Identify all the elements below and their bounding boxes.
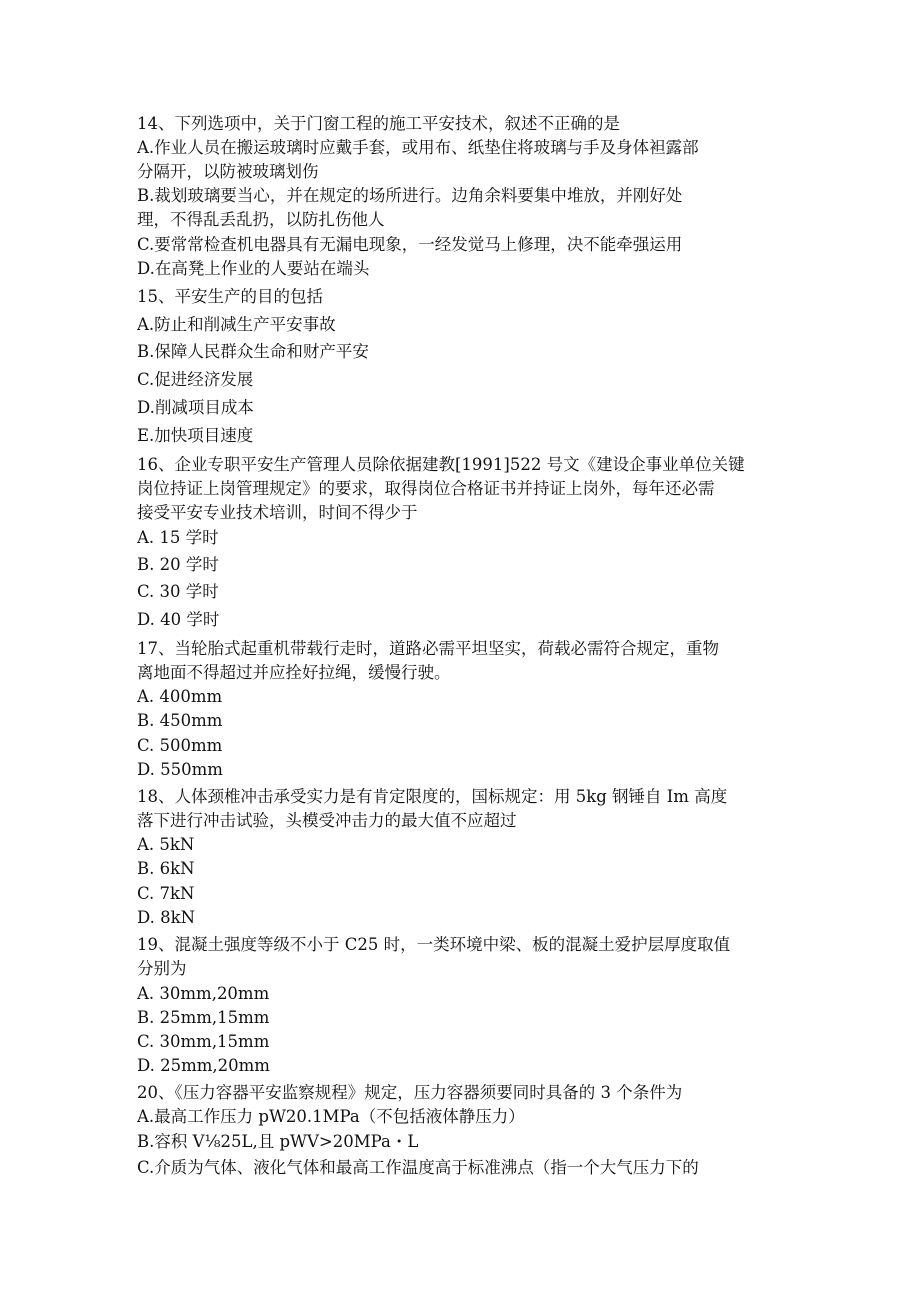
question-19-stem-continued: 分别为 [137,959,187,978]
question-14-option-d: D.在高凳上作业的人要站在端头 [137,259,370,278]
question-15-option-a: A.防止和削减生产平安事故 [137,315,336,334]
question-16-option-d: D. 40 学时 [137,610,220,629]
question-17-option-c: C. 500mm [137,736,223,755]
question-17-option-b: B. 450mm [137,711,223,730]
question-18-option-d: D. 8kN [137,908,196,927]
question-16-option-b: B. 20 学时 [137,555,219,574]
question-18-stem-continued: 落下进行冲击试验，头模受冲击力的最大值不应超过 [137,811,517,830]
question-20-option-b: B.容积 V⅛25L,且 pWV>20MPa・L [137,1132,419,1151]
question-16-stem-continued: 岗位持证上岗管理规定》的要求，取得岗位合格证书并持证上岗外，每年还必需 [137,479,715,498]
question-14-option-b-continued: 理，不得乱丢乱扔，以防扎伤他人 [137,210,385,229]
question-16-stem: 16、企业专职平安生产管理人员除依据建教[1991]522 号文《建设企事业单位关键 [137,455,745,474]
question-15-option-e: E.加快项目速度 [137,426,254,445]
question-17-stem: 17、当轮胎式起重机带载行走时，道路必需平坦坚实，荷载必需符合规定，重物 [137,639,719,658]
question-17-option-d: D. 550mm [137,760,223,779]
question-19-option-a: A. 30mm,20mm [137,984,270,1003]
question-16-option-c: C. 30 学时 [137,582,219,601]
question-18-option-c: C. 7kN [137,884,195,903]
question-14-option-a: A.作业人员在搬运玻璃时应戴手套，或用布、纸垫住将玻璃与手及身体袒露部 [137,138,699,157]
question-14-stem: 14、下列选项中，关于门窗工程的施工平安技术，叙述不正确的是 [137,114,620,133]
question-19-option-c: C. 30mm,15mm [137,1032,270,1051]
question-19-option-b: B. 25mm,15mm [137,1008,270,1027]
question-19-option-d: D. 25mm,20mm [137,1056,270,1075]
question-20-stem: 20、《压力容器平安监察规程》规定，压力容器须要同时具备的 3 个条件为 [137,1083,683,1102]
question-15-option-c: C.促进经济发展 [137,370,254,389]
question-15-stem: 15、平安生产的目的包括 [137,287,323,306]
question-16-option-a: A. 15 学时 [137,528,219,547]
question-16-stem-continued: 接受平安专业技术培训，时间不得少于 [137,503,418,522]
question-20-option-c: C.介质为气体、液化气体和最高工作温度高于标准沸点（指一个大气压力下的 [137,1158,699,1177]
question-14-option-b: B.裁划玻璃要当心，并在规定的场所进行。边角余料要集中堆放，并刚好处 [137,186,683,205]
question-19-stem: 19、混凝土强度等级不小于 C25 时，一类环境中梁、板的混凝土爱护层厚度取值 [137,935,731,954]
question-17-option-a: A. 400mm [137,687,223,706]
question-17-stem-continued: 离地面不得超过并应拴好拉绳，缓慢行驶。 [137,663,451,682]
question-20-option-a: A.最高工作压力 pW20.1MPa（不包括液体静压力） [137,1107,525,1126]
question-18-stem: 18、人体颈椎冲击承受实力是有肯定限度的，国标规定：用 5kg 钢锤自 Im 高度 [137,787,728,806]
question-18-option-a: A. 5kN [137,835,195,854]
question-14-option-a-continued: 分隔开，以防被玻璃划伤 [137,162,319,181]
question-15-option-d: D.削减项目成本 [137,398,254,417]
question-14-option-c: C.要常常检查机电器具有无漏电现象，一经发觉马上修理，决不能牵强运用 [137,235,683,254]
question-18-option-b: B. 6kN [137,859,195,878]
question-15-option-b: B.保障人民群众生命和财产平安 [137,342,369,361]
